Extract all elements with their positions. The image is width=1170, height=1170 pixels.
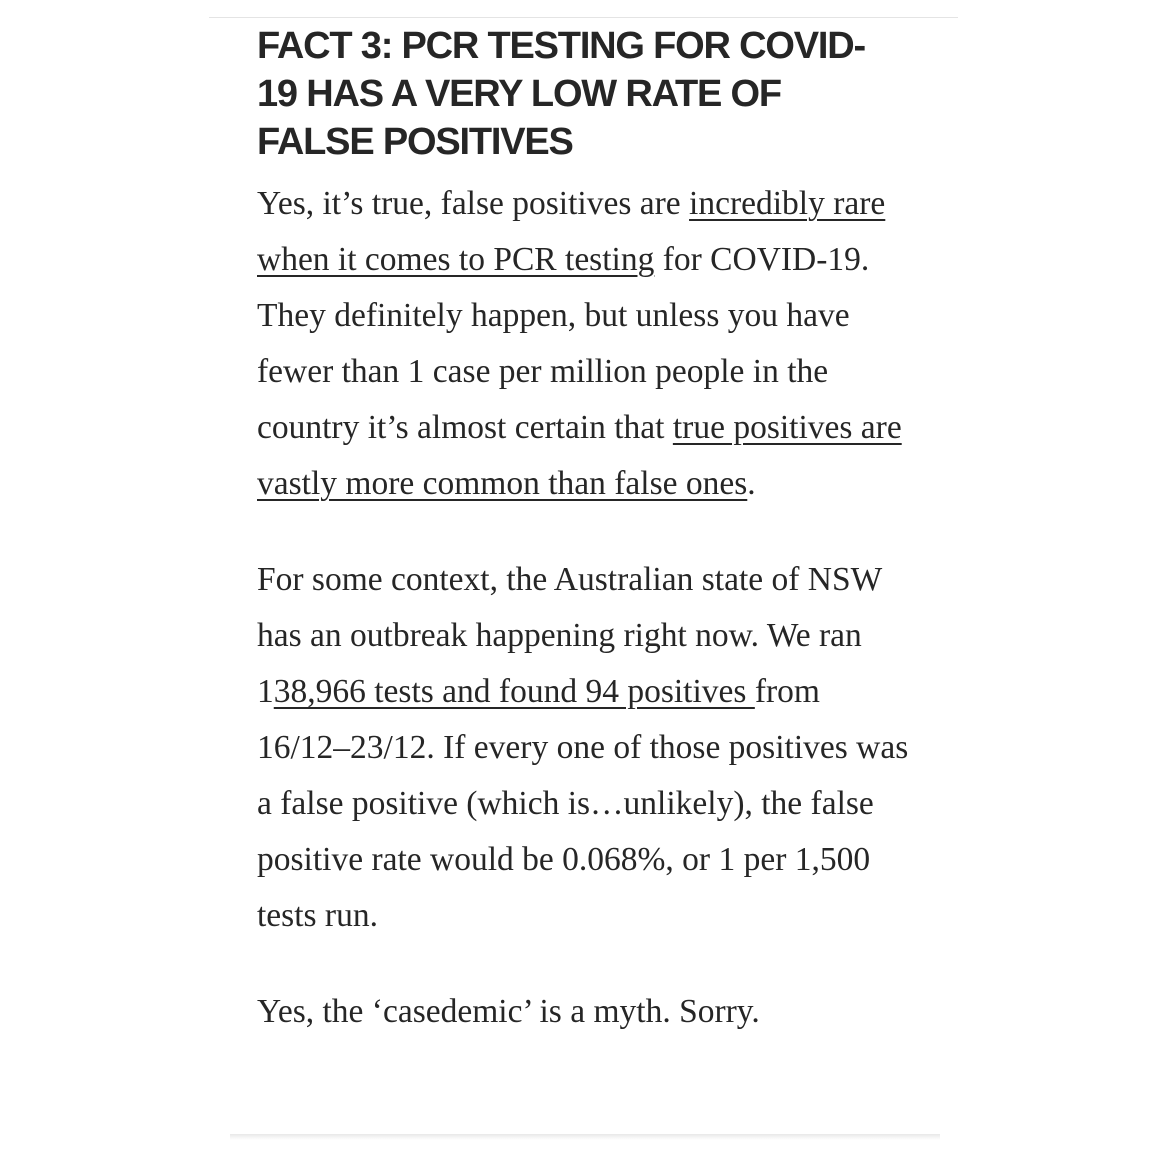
link-incredibly-rare[interactable]: incredibly rare when it comes to PCR testing <box>257 185 886 278</box>
link-true-positives[interactable]: true positives are vastly more common than false ones <box>257 409 902 502</box>
p1-text-3: . <box>747 465 756 502</box>
paragraph-casedemic <box>257 984 917 1040</box>
paragraph-nsw-context <box>257 552 917 944</box>
paragraph-false-positives <box>257 176 917 512</box>
bottom-shadow <box>230 1134 940 1140</box>
section-heading: FACT 3: PCR TESTING FOR COVID-19 HAS A VERY LOW RATE OF FALSE POSITIVES <box>257 25 865 163</box>
p3-text-1: Yes, the ‘casedemic’ is a myth. Sorry. <box>257 993 760 1030</box>
p1-text-1: Yes, it’s true, false positives are <box>257 185 690 222</box>
p1-text-2: for COVID-19. They definitely happen, but unless you have fewer than 1 case per million people in the country it’s almost certain that <box>257 241 870 446</box>
link-tests-found[interactable]: 38,966 tests and found 94 positives <box>273 673 755 710</box>
p2-text-1: For some context, the Australian state of NSW has an outbreak happening right now. We ran 1 <box>257 561 882 710</box>
top-divider <box>209 17 958 18</box>
article-body <box>257 22 917 1040</box>
p2-text-2: from 16/12–23/12. If every one of those positives was a false positive (which is…unlikely), the false positive rate would be 0.068%, or 1 per 1,500 tests run. <box>257 673 909 934</box>
